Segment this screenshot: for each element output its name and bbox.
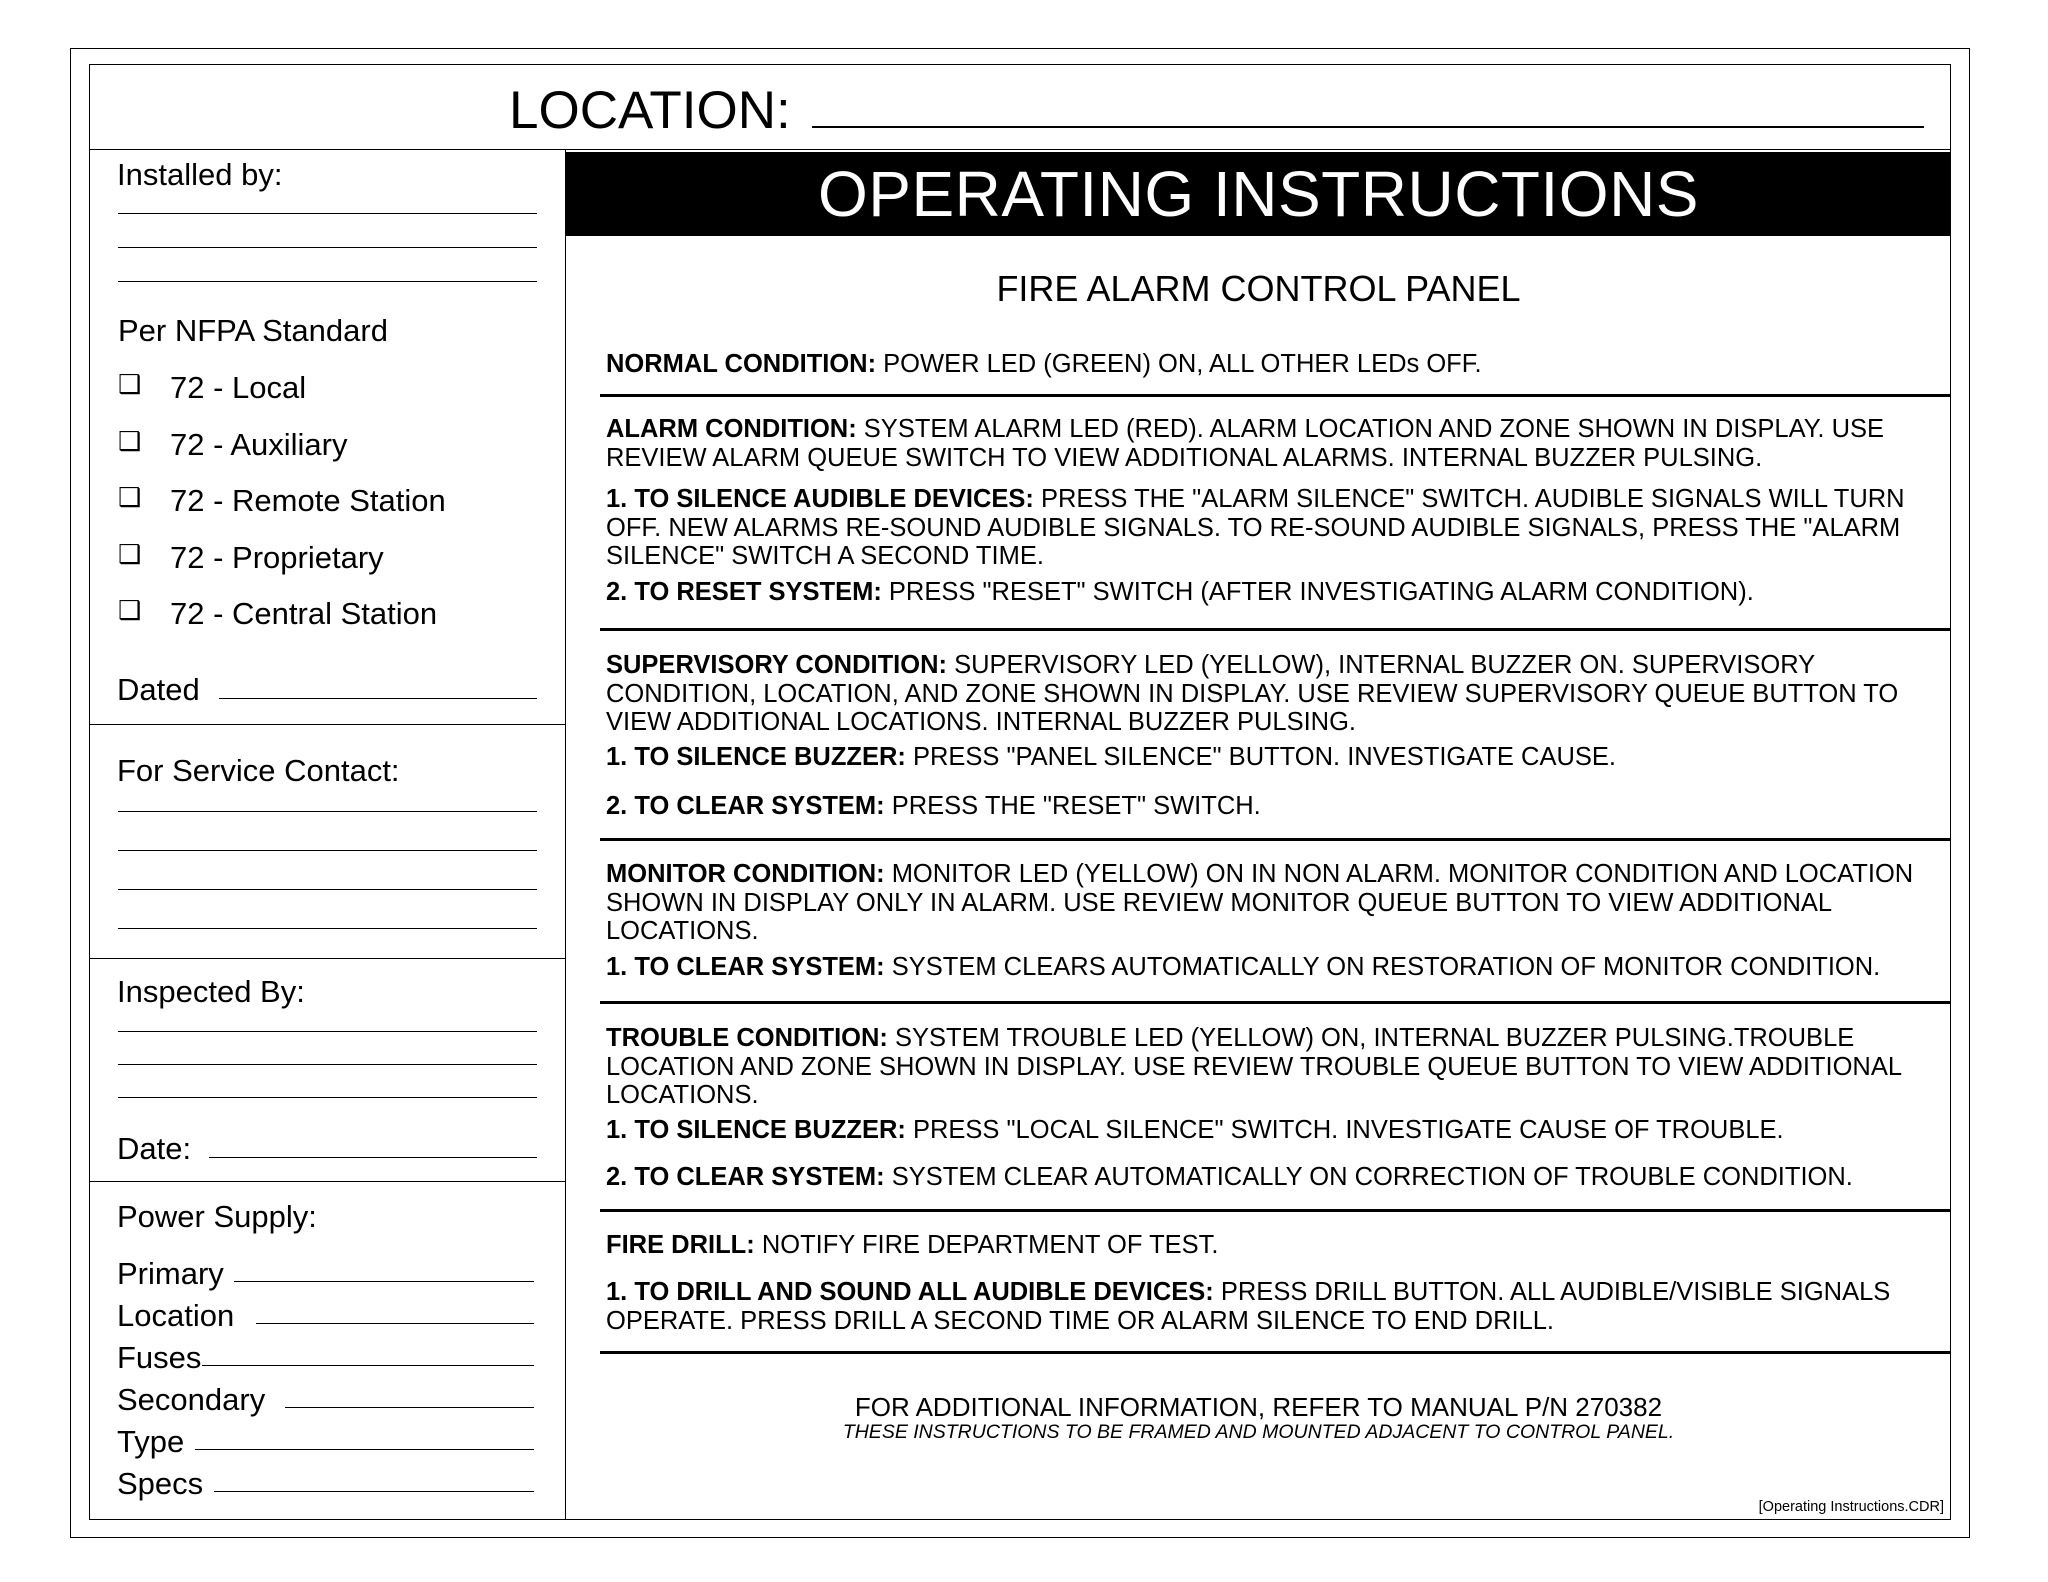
monitor-step-1-heading: 1. TO CLEAR SYSTEM:: [606, 953, 885, 981]
fuses-label: Fuses: [117, 1340, 202, 1375]
inspected-by-line-1[interactable]: [118, 1031, 537, 1032]
alarm-step-2-heading: 2. TO RESET SYSTEM:: [606, 578, 882, 606]
trouble-step-1: [606, 1116, 1946, 1145]
location-field-line[interactable]: [812, 126, 1924, 128]
supervisory-condition-heading: SUPERVISORY CONDITION:: [606, 651, 948, 679]
left-column: [89, 150, 566, 1520]
monitor-condition-text: [606, 860, 1946, 946]
date-label: Date:: [117, 1131, 192, 1166]
checkbox-icon[interactable]: ❑: [118, 426, 142, 456]
option-label: 72 - Auxiliary: [170, 427, 348, 462]
alarm-step-1: [606, 485, 1946, 571]
mounting-note: THESE INSTRUCTIONS TO BE FRAMED AND MOUNTED ADJACENT TO CONTROL PANEL.: [842, 1421, 1675, 1443]
section-divider: [600, 838, 1951, 841]
primary-label: Primary: [117, 1256, 224, 1291]
fire-drill-body: NOTIFY FIRE DEPARTMENT OF TEST.: [754, 1231, 1219, 1259]
fuses-line[interactable]: [202, 1365, 534, 1366]
trouble-step-1-body: PRESS "LOCAL SILENCE" SWITCH. INVESTIGATE CAUSE OF TROUBLE.: [905, 1116, 1784, 1144]
fire-drill-text: [606, 1231, 1946, 1260]
supervisory-step-2: [606, 792, 1946, 821]
inspected-by-line-3[interactable]: [118, 1097, 537, 1098]
alarm-step-1-heading: 1. TO SILENCE AUDIBLE DEVICES:: [606, 485, 1034, 513]
normal-condition-heading: NORMAL CONDITION:: [606, 350, 877, 378]
installed-by-label: Installed by:: [117, 157, 283, 192]
trouble-condition-text: [606, 1024, 1946, 1110]
fire-drill-step-1-heading: 1. TO DRILL AND SOUND ALL AUDIBLE DEVICES:: [606, 1278, 1214, 1306]
option-label: 72 - Central Station: [170, 596, 438, 631]
section-divider: [600, 1351, 1951, 1354]
checkbox-icon[interactable]: ❑: [118, 539, 142, 569]
secondary-line[interactable]: [285, 1407, 534, 1408]
installed-by-line-1[interactable]: [118, 213, 537, 214]
power-supply-label: Power Supply:: [117, 1199, 317, 1234]
power-supply-section: [89, 1182, 566, 1520]
supervisory-condition-body: SUPERVISORY LED (YELLOW), INTERNAL BUZZER ON. SUPERVISORY CONDITION, LOCATION, AND ZONE SHOWN IN DISPLAY. USE REVIEW SUPERVISORY QUEUE BUTTON TO VIEW ADDITIONAL LOCATIONS. INTERNAL BUZZER PULSING.: [606, 651, 1899, 736]
section-divider: [600, 628, 1951, 631]
secondary-label: Secondary: [117, 1382, 266, 1417]
checkbox-icon[interactable]: ❑: [118, 595, 142, 625]
file-name-label: [Operating Instructions.CDR]: [1758, 1499, 1944, 1515]
type-line[interactable]: [195, 1449, 534, 1450]
installed-by-line-3[interactable]: [118, 281, 537, 282]
section-divider: [600, 394, 1951, 397]
inspected-section: [89, 959, 566, 1182]
supervisory-step-1-heading: 1. TO SILENCE BUZZER:: [606, 743, 906, 771]
inspected-by-label: Inspected By:: [117, 974, 305, 1009]
monitor-step-1: [606, 953, 1946, 982]
service-contact-line-1[interactable]: [118, 811, 537, 812]
alarm-step-2: [606, 578, 1946, 607]
subtitle: FIRE ALARM CONTROL PANEL: [996, 268, 1521, 309]
location-field-label: Location: [117, 1298, 235, 1333]
inspected-by-line-2[interactable]: [118, 1064, 537, 1065]
service-contact-line-4[interactable]: [118, 928, 537, 929]
service-contact-line-2[interactable]: [118, 850, 537, 851]
location-row: [89, 64, 1951, 150]
fire-drill-heading: FIRE DRILL:: [606, 1231, 755, 1259]
trouble-step-1-heading: 1. TO SILENCE BUZZER:: [606, 1116, 906, 1144]
checkbox-icon[interactable]: ❑: [118, 482, 142, 512]
power-location-line[interactable]: [256, 1323, 534, 1324]
option-label: 72 - Local: [170, 370, 307, 405]
monitor-condition-body: MONITOR LED (YELLOW) ON IN NON ALARM. MONITOR CONDITION AND LOCATION SHOWN IN DISPLAY ONLY IN ALARM. USE REVIEW MONITOR QUEUE BUTTON TO VIEW ADDITIONAL LOCATIONS.: [606, 860, 1914, 945]
specs-label: Specs: [117, 1466, 204, 1501]
primary-line[interactable]: [234, 1281, 534, 1282]
dated-line[interactable]: [219, 698, 537, 699]
supervisory-condition-text: [606, 651, 1946, 737]
section-divider: [600, 1001, 1951, 1004]
alarm-step-1-body: PRESS THE "ALARM SILENCE" SWITCH. AUDIBLE SIGNALS WILL TURN OFF. NEW ALARMS RE-SOUND AUDIBLE SIGNALS. TO RE-SOUND AUDIBLE SIGNALS, PRESS THE "ALARM SILENCE" SWITCH A SECOND TIME.: [606, 485, 1905, 570]
normal-condition-body: POWER LED (GREEN) ON, ALL OTHER LEDs OFF.: [876, 350, 1482, 378]
alarm-step-2-body: PRESS "RESET" SWITCH (AFTER INVESTIGATING ALARM CONDITION).: [881, 578, 1754, 606]
service-contact-section: [89, 725, 566, 959]
title-banner: [566, 152, 1951, 236]
normal-condition-text: [606, 350, 1946, 379]
manual-reference: FOR ADDITIONAL INFORMATION, REFER TO MANUAL P/N 270382: [854, 1392, 1663, 1422]
specs-line[interactable]: [214, 1491, 534, 1492]
monitor-step-1-body: SYSTEM CLEARS AUTOMATICALLY ON RESTORATION OF MONITOR CONDITION.: [884, 953, 1881, 981]
option-label: 72 - Proprietary: [170, 540, 384, 575]
installed-by-line-2[interactable]: [118, 247, 537, 248]
checkbox-icon[interactable]: ❑: [118, 369, 142, 399]
date-line[interactable]: [209, 1157, 537, 1158]
section-divider: [600, 1209, 1951, 1212]
monitor-condition-heading: MONITOR CONDITION:: [606, 860, 885, 888]
fire-drill-step-1-body: PRESS DRILL BUTTON. ALL AUDIBLE/VISIBLE SIGNALS OPERATE. PRESS DRILL A SECOND TIME OR ALARM SILENCE TO END DRILL.: [606, 1278, 1891, 1335]
per-nfpa-label: Per NFPA Standard: [118, 313, 388, 348]
page-title: OPERATING INSTRUCTIONS: [818, 158, 1699, 230]
trouble-step-2-heading: 2. TO CLEAR SYSTEM:: [606, 1163, 885, 1191]
supervisory-step-1: [606, 743, 1946, 772]
location-label: LOCATION:: [509, 81, 791, 140]
alarm-condition-heading: ALARM CONDITION:: [606, 415, 857, 443]
alarm-condition-text: [606, 415, 1946, 472]
dated-label: Dated: [117, 672, 200, 707]
type-label: Type: [117, 1424, 185, 1459]
service-contact-label: For Service Contact:: [117, 753, 400, 788]
option-label: 72 - Remote Station: [170, 483, 446, 518]
trouble-condition-body: SYSTEM TROUBLE LED (YELLOW) ON, INTERNAL BUZZER PULSING.TROUBLE LOCATION AND ZONE SHOWN IN DISPLAY. USE REVIEW TROUBLE QUEUE BUTTON TO VIEW ADDITIONAL LOCATIONS.: [606, 1024, 1902, 1109]
trouble-step-2: [606, 1163, 1946, 1192]
supervisory-step-1-body: PRESS "PANEL SILENCE" BUTTON. INVESTIGATE CAUSE.: [905, 743, 1616, 771]
alarm-condition-body: SYSTEM ALARM LED (RED). ALARM LOCATION AND ZONE SHOWN IN DISPLAY. USE REVIEW ALARM QUEUE SWITCH TO VIEW ADDITIONAL ALARMS. INTERNAL BUZZER PULSING.: [606, 415, 1885, 472]
service-contact-line-3[interactable]: [118, 889, 537, 890]
supervisory-step-2-body: PRESS THE "RESET" SWITCH.: [884, 792, 1261, 820]
supervisory-step-2-heading: 2. TO CLEAR SYSTEM:: [606, 792, 885, 820]
trouble-step-2-body: SYSTEM CLEAR AUTOMATICALLY ON CORRECTION OF TROUBLE CONDITION.: [884, 1163, 1853, 1191]
installed-section: [89, 150, 566, 725]
trouble-condition-heading: TROUBLE CONDITION:: [606, 1024, 888, 1052]
fire-drill-step-1: [606, 1278, 1946, 1335]
